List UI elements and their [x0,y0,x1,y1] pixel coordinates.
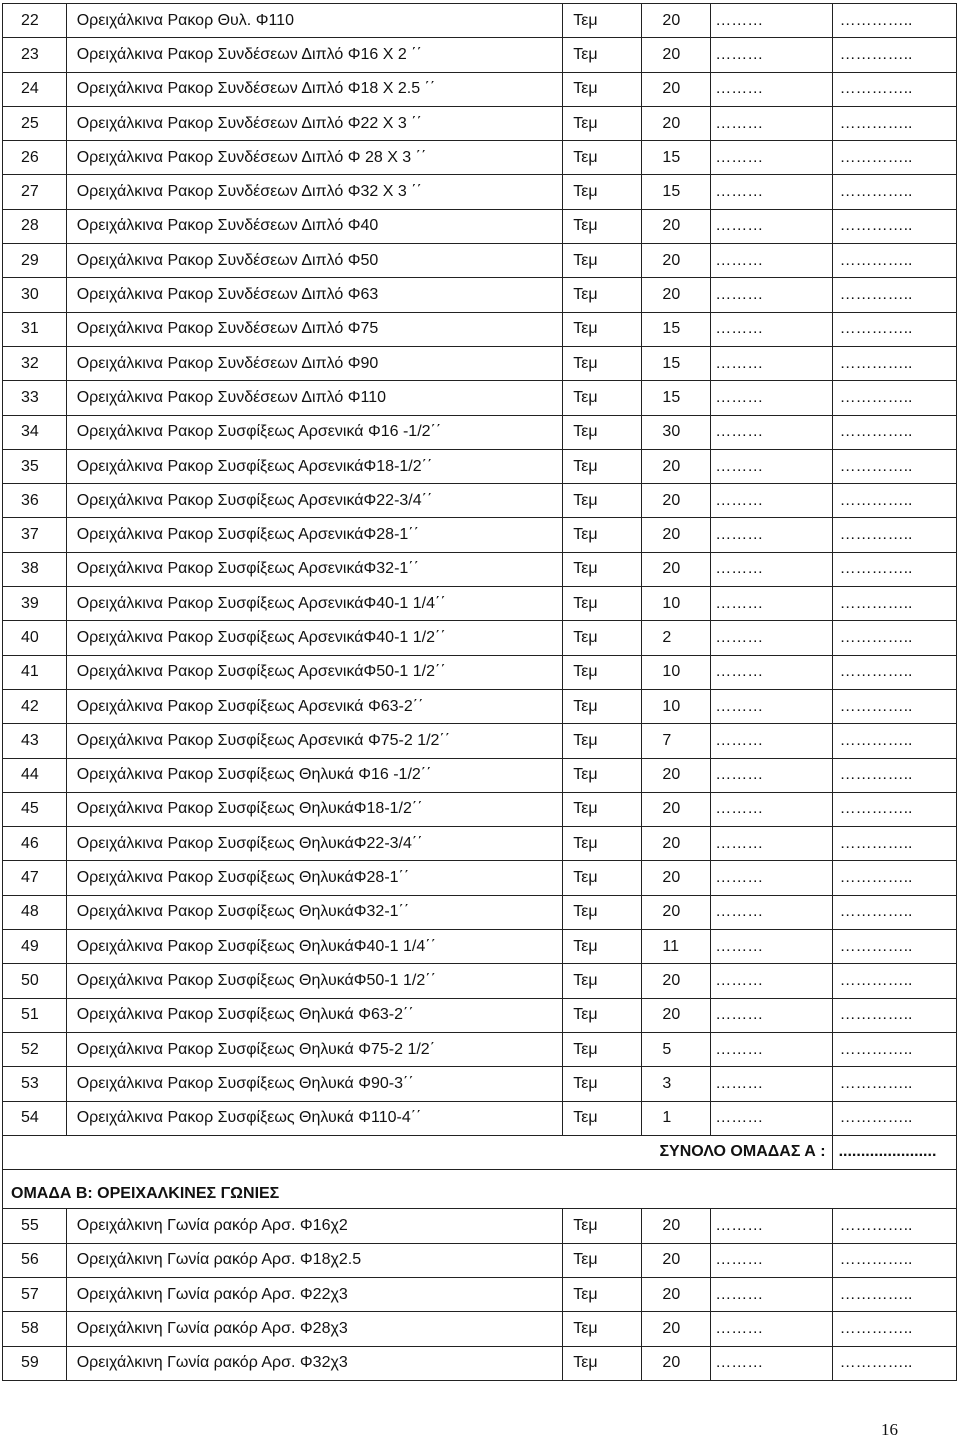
item-description: Ορειχάλκινη Γωνία ρακόρ Αρσ. Φ16χ2 [66,1209,563,1243]
total-price-blank: ………….. [832,998,956,1032]
item-description: Ορειχάλκινη Γωνία ρακόρ Αρσ. Φ18χ2.5 [66,1243,563,1277]
unit-price-blank: ……… [711,895,832,929]
item-unit: Τεμ [563,930,642,964]
item-description: Ορειχάλκινα Ρακορ Συσφίξεως Αρσενικά Φ16 -1/2΄΄ [66,415,563,449]
item-description: Ορειχάλκινα Ρακορ Συνδέσεων Διπλό Φ 28 Χ 3 ΄΄ [66,141,563,175]
table-row [3,1312,957,1346]
item-number: 44 [3,758,67,792]
item-number: 30 [3,278,67,312]
unit-price-blank: ……… [711,964,832,998]
item-quantity: 10 [642,587,711,621]
item-description: Ορειχάλκινα Ρακορ Συνδέσεων Διπλό Φ50 [66,244,563,278]
unit-price-blank: ……… [711,38,832,72]
item-unit: Τεμ [563,346,642,380]
item-description: Ορειχάλκινα Ρακορ Συσφίξεως ΑρσενικάΦ32-1΄΄ [66,552,563,586]
item-description: Ορειχάλκινα Ρακορ Συνδέσεων Διπλό Φ22 Χ 3 ΄΄ [66,106,563,140]
item-number: 39 [3,587,67,621]
item-unit: Τεμ [563,38,642,72]
table-row [3,998,957,1032]
table-row [3,484,957,518]
unit-price-blank: ……… [711,72,832,106]
item-unit: Τεμ [563,72,642,106]
unit-price-blank: ……… [711,381,832,415]
item-quantity: 20 [642,244,711,278]
total-price-blank: ………….. [832,861,956,895]
unit-price-blank: ……… [711,312,832,346]
item-description: Ορειχάλκινα Ρακορ Συσφίξεως Αρσενικά Φ63-2΄΄ [66,689,563,723]
item-quantity: 20 [642,4,711,38]
unit-price-blank: ……… [711,175,832,209]
table-row [3,758,957,792]
item-number: 26 [3,141,67,175]
item-number: 59 [3,1346,67,1380]
item-unit: Τεμ [563,484,642,518]
item-unit: Τεμ [563,1277,642,1311]
item-unit: Τεμ [563,964,642,998]
item-quantity: 15 [642,141,711,175]
unit-price-blank: ……… [711,1067,832,1101]
unit-price-blank: ……… [711,1209,832,1243]
total-price-blank: ………….. [832,895,956,929]
total-price-blank: ………….. [832,381,956,415]
item-unit: Τεμ [563,758,642,792]
item-unit: Τεμ [563,518,642,552]
item-quantity: 2 [642,621,711,655]
item-unit: Τεμ [563,381,642,415]
unit-price-blank: ……… [711,930,832,964]
item-description: Ορειχάλκινα Ρακορ Συσφίξεως Θηλυκά Φ63-2΄΄ [66,998,563,1032]
item-quantity: 5 [642,1032,711,1066]
total-price-blank: ………….. [832,1243,956,1277]
unit-price-blank: ……… [711,1101,832,1135]
unit-price-blank: ……… [711,106,832,140]
item-quantity: 20 [642,72,711,106]
item-quantity: 15 [642,381,711,415]
item-number: 41 [3,655,67,689]
table-row [3,552,957,586]
item-number: 54 [3,1101,67,1135]
unit-price-blank: ……… [711,209,832,243]
total-price-blank: ………….. [832,1209,956,1243]
total-price-blank: ………….. [832,930,956,964]
table-row [3,106,957,140]
item-quantity: 20 [642,895,711,929]
item-unit: Τεμ [563,1312,642,1346]
item-number: 45 [3,792,67,826]
table-row [3,895,957,929]
item-quantity: 20 [642,1277,711,1311]
item-quantity: 20 [642,1209,711,1243]
table-row [3,518,957,552]
item-unit: Τεμ [563,689,642,723]
group-a-total [3,1135,957,1209]
item-unit: Τεμ [563,621,642,655]
item-unit: Τεμ [563,209,642,243]
item-number: 42 [3,689,67,723]
item-unit: Τεμ [563,998,642,1032]
item-description: Ορειχάλκινα Ρακορ Συσφίξεως Θηλυκά Φ110-4΄΄ [66,1101,563,1135]
unit-price-blank: ……… [711,449,832,483]
total-price-blank: ………….. [832,278,956,312]
item-quantity: 3 [642,1067,711,1101]
item-number: 50 [3,964,67,998]
item-number: 23 [3,38,67,72]
item-description: Ορειχάλκινα Ρακορ Συσφίξεως Αρσενικά Φ75-2 1/2΄΄ [66,724,563,758]
item-unit: Τεμ [563,106,642,140]
item-description: Ορειχάλκινα Ρακορ Συσφίξεως ΘηλυκάΦ22-3/4΄΄ [66,827,563,861]
group-b-rows [3,1209,957,1380]
total-a-label: ΣΥΝΟΛΟ ΟΜΑΔΑΣ Α : [3,1135,833,1169]
item-description: Ορειχάλκινα Ρακορ Συνδέσεων Διπλό Φ16 Χ 2 ΄΄ [66,38,563,72]
item-number: 38 [3,552,67,586]
table-row [3,792,957,826]
item-quantity: 20 [642,1346,711,1380]
item-unit: Τεμ [563,1346,642,1380]
item-quantity: 20 [642,484,711,518]
section-b-title: ΟΜΑΔΑ Β: ΟΡΕΙΧΑΛΚΙΝΕΣ ΓΩΝΙΕΣ [3,1170,957,1209]
total-price-blank: ………….. [832,724,956,758]
item-quantity: 1 [642,1101,711,1135]
item-quantity: 20 [642,1312,711,1346]
item-number: 52 [3,1032,67,1066]
item-description: Ορειχάλκινα Ρακορ Θυλ. Φ110 [66,4,563,38]
item-number: 34 [3,415,67,449]
item-number: 32 [3,346,67,380]
table-row [3,724,957,758]
total-price-blank: ………….. [832,1067,956,1101]
table-row [3,964,957,998]
table-row [3,587,957,621]
total-price-blank: ………….. [832,346,956,380]
item-quantity: 15 [642,175,711,209]
item-number: 57 [3,1277,67,1311]
item-description: Ορειχάλκινα Ρακορ Συνδέσεων Διπλό Φ90 [66,346,563,380]
item-number: 43 [3,724,67,758]
item-number: 55 [3,1209,67,1243]
table-row [3,4,957,38]
table-row [3,38,957,72]
total-price-blank: ………….. [832,415,956,449]
unit-price-blank: ……… [711,1277,832,1311]
item-description: Ορειχάλκινα Ρακορ Συσφίξεως Θηλυκά Φ90-3΄΄ [66,1067,563,1101]
item-quantity: 20 [642,209,711,243]
total-price-blank: ………….. [832,964,956,998]
total-price-blank: ………….. [832,689,956,723]
item-description: Ορειχάλκινα Ρακορ Συνδέσεων Διπλό Φ75 [66,312,563,346]
item-unit: Τεμ [563,1032,642,1066]
table-row [3,1243,957,1277]
item-quantity: 20 [642,792,711,826]
item-number: 51 [3,998,67,1032]
item-number: 25 [3,106,67,140]
item-number: 46 [3,827,67,861]
unit-price-blank: ……… [711,1243,832,1277]
total-price-blank: ………….. [832,1346,956,1380]
item-number: 36 [3,484,67,518]
item-quantity: 10 [642,655,711,689]
item-description: Ορειχάλκινα Ρακορ Συσφίξεως ΑρσενικάΦ40-1 1/2΄΄ [66,621,563,655]
unit-price-blank: ……… [711,4,832,38]
item-quantity: 10 [642,689,711,723]
total-price-blank: ………….. [832,1032,956,1066]
table-row [3,415,957,449]
table-row [3,449,957,483]
item-unit: Τεμ [563,175,642,209]
item-quantity: 15 [642,312,711,346]
item-number: 33 [3,381,67,415]
item-unit: Τεμ [563,587,642,621]
total-price-blank: ………….. [832,175,956,209]
total-price-blank: ………….. [832,827,956,861]
item-description: Ορειχάλκινα Ρακορ Συσφίξεως ΑρσενικάΦ22-3/4΄΄ [66,484,563,518]
item-quantity: 20 [642,518,711,552]
unit-price-blank: ……… [711,1032,832,1066]
table-row [3,621,957,655]
table-row [3,141,957,175]
table-row [3,1277,957,1311]
total-price-blank: ………….. [832,621,956,655]
total-price-blank: ………….. [832,484,956,518]
total-price-blank: ………….. [832,1312,956,1346]
item-unit: Τεμ [563,895,642,929]
unit-price-blank: ……… [711,244,832,278]
item-unit: Τεμ [563,1209,642,1243]
price-list-table [2,3,957,1381]
item-number: 47 [3,861,67,895]
total-price-blank: ………….. [832,655,956,689]
item-description: Ορειχάλκινα Ρακορ Συσφίξεως ΘηλυκάΦ40-1 1/4΄΄ [66,930,563,964]
item-unit: Τεμ [563,141,642,175]
total-price-blank: ………….. [832,38,956,72]
item-description: Ορειχάλκινα Ρακορ Συσφίξεως Θηλυκά Φ75-2 1/2΄ [66,1032,563,1066]
unit-price-blank: ……… [711,792,832,826]
unit-price-blank: ……… [711,861,832,895]
total-price-blank: ………….. [832,587,956,621]
item-unit: Τεμ [563,861,642,895]
item-quantity: 20 [642,449,711,483]
item-unit: Τεμ [563,449,642,483]
item-number: 22 [3,4,67,38]
item-description: Ορειχάλκινα Ρακορ Συσφίξεως ΑρσενικάΦ40-1 1/4΄΄ [66,587,563,621]
item-description: Ορειχάλκινα Ρακορ Συσφίξεως ΑρσενικάΦ18-1/2΄΄ [66,449,563,483]
item-number: 49 [3,930,67,964]
total-price-blank: ………….. [832,449,956,483]
table-row [3,346,957,380]
group-a-rows [3,4,957,1136]
item-unit: Τεμ [563,792,642,826]
unit-price-blank: ……… [711,621,832,655]
table-row [3,827,957,861]
unit-price-blank: ……… [711,552,832,586]
item-description: Ορειχάλκινα Ρακορ Συσφίξεως ΑρσενικάΦ50-1 1/2΄΄ [66,655,563,689]
unit-price-blank: ……… [711,415,832,449]
unit-price-blank: ……… [711,689,832,723]
table-row [3,1346,957,1380]
item-unit: Τεμ [563,312,642,346]
total-price-blank: ………….. [832,141,956,175]
table-row [3,689,957,723]
item-quantity: 20 [642,998,711,1032]
item-number: 31 [3,312,67,346]
table-row [3,1067,957,1101]
unit-price-blank: ……… [711,484,832,518]
unit-price-blank: ……… [711,998,832,1032]
item-description: Ορειχάλκινη Γωνία ρακόρ Αρσ. Φ32χ3 [66,1346,563,1380]
item-quantity: 20 [642,552,711,586]
item-quantity: 11 [642,930,711,964]
unit-price-blank: ……… [711,278,832,312]
table-row [3,930,957,964]
item-description: Ορειχάλκινα Ρακορ Συσφίξεως ΘηλυκάΦ50-1 1/2΄΄ [66,964,563,998]
item-unit: Τεμ [563,655,642,689]
table-row [3,861,957,895]
total-price-blank: ………….. [832,72,956,106]
table-row [3,175,957,209]
total-price-blank: ………….. [832,758,956,792]
unit-price-blank: ……… [711,724,832,758]
unit-price-blank: ……… [711,141,832,175]
item-unit: Τεμ [563,4,642,38]
item-unit: Τεμ [563,415,642,449]
total-price-blank: ………….. [832,312,956,346]
page-number: 16 [881,1420,898,1439]
table-row [3,209,957,243]
item-unit: Τεμ [563,1067,642,1101]
item-description: Ορειχάλκινα Ρακορ Συνδέσεων Διπλό Φ18 Χ 2.5 ΄΄ [66,72,563,106]
total-price-blank: ………….. [832,792,956,826]
unit-price-blank: ……… [711,1346,832,1380]
item-number: 27 [3,175,67,209]
item-quantity: 20 [642,964,711,998]
item-description: Ορειχάλκινη Γωνία ρακόρ Αρσ. Φ28χ3 [66,1312,563,1346]
item-description: Ορειχάλκινα Ρακορ Συνδέσεων Διπλό Φ32 Χ 3 ΄΄ [66,175,563,209]
total-price-blank: ………….. [832,4,956,38]
item-quantity: 30 [642,415,711,449]
item-description: Ορειχάλκινα Ρακορ Συνδέσεων Διπλό Φ110 [66,381,563,415]
unit-price-blank: ……… [711,518,832,552]
item-description: Ορειχάλκινα Ρακορ Συνδέσεων Διπλό Φ63 [66,278,563,312]
table-row [3,1032,957,1066]
item-unit: Τεμ [563,1101,642,1135]
item-quantity: 20 [642,38,711,72]
item-number: 29 [3,244,67,278]
item-quantity: 20 [642,827,711,861]
item-quantity: 20 [642,278,711,312]
total-price-blank: ………….. [832,244,956,278]
item-number: 48 [3,895,67,929]
item-number: 58 [3,1312,67,1346]
table-row [3,1101,957,1135]
table-row [3,381,957,415]
item-number: 37 [3,518,67,552]
table-row [3,244,957,278]
item-unit: Τεμ [563,244,642,278]
unit-price-blank: ……… [711,827,832,861]
total-price-blank: ………….. [832,106,956,140]
unit-price-blank: ……… [711,655,832,689]
item-quantity: 15 [642,346,711,380]
table-row [3,312,957,346]
total-a-value: ...................... [832,1135,956,1169]
item-description: Ορειχάλκινα Ρακορ Συσφίξεως Θηλυκά Φ16 -1/2΄΄ [66,758,563,792]
item-description: Ορειχάλκινα Ρακορ Συνδέσεων Διπλό Φ40 [66,209,563,243]
item-description: Ορειχάλκινα Ρακορ Συσφίξεως ΑρσενικάΦ28-1΄΄ [66,518,563,552]
item-number: 35 [3,449,67,483]
table-row [3,278,957,312]
item-quantity: 20 [642,861,711,895]
total-price-blank: ………….. [832,552,956,586]
item-unit: Τεμ [563,552,642,586]
item-unit: Τεμ [563,827,642,861]
item-number: 40 [3,621,67,655]
table-row [3,655,957,689]
total-price-blank: ………….. [832,518,956,552]
unit-price-blank: ……… [711,758,832,792]
total-price-blank: ………….. [832,1277,956,1311]
item-quantity: 20 [642,758,711,792]
table-row [3,1209,957,1243]
total-price-blank: ………….. [832,1101,956,1135]
item-quantity: 20 [642,106,711,140]
item-unit: Τεμ [563,278,642,312]
unit-price-blank: ……… [711,346,832,380]
item-description: Ορειχάλκινη Γωνία ρακόρ Αρσ. Φ22χ3 [66,1277,563,1311]
unit-price-blank: ……… [711,587,832,621]
item-number: 56 [3,1243,67,1277]
table-row [3,72,957,106]
item-number: 28 [3,209,67,243]
item-quantity: 7 [642,724,711,758]
item-description: Ορειχάλκινα Ρακορ Συσφίξεως ΘηλυκάΦ32-1΄΄ [66,895,563,929]
item-description: Ορειχάλκινα Ρακορ Συσφίξεως ΘηλυκάΦ28-1΄΄ [66,861,563,895]
unit-price-blank: ……… [711,1312,832,1346]
item-unit: Τεμ [563,724,642,758]
item-number: 24 [3,72,67,106]
item-quantity: 20 [642,1243,711,1277]
item-number: 53 [3,1067,67,1101]
item-description: Ορειχάλκινα Ρακορ Συσφίξεως ΘηλυκάΦ18-1/2΄΄ [66,792,563,826]
item-unit: Τεμ [563,1243,642,1277]
total-price-blank: ………….. [832,209,956,243]
